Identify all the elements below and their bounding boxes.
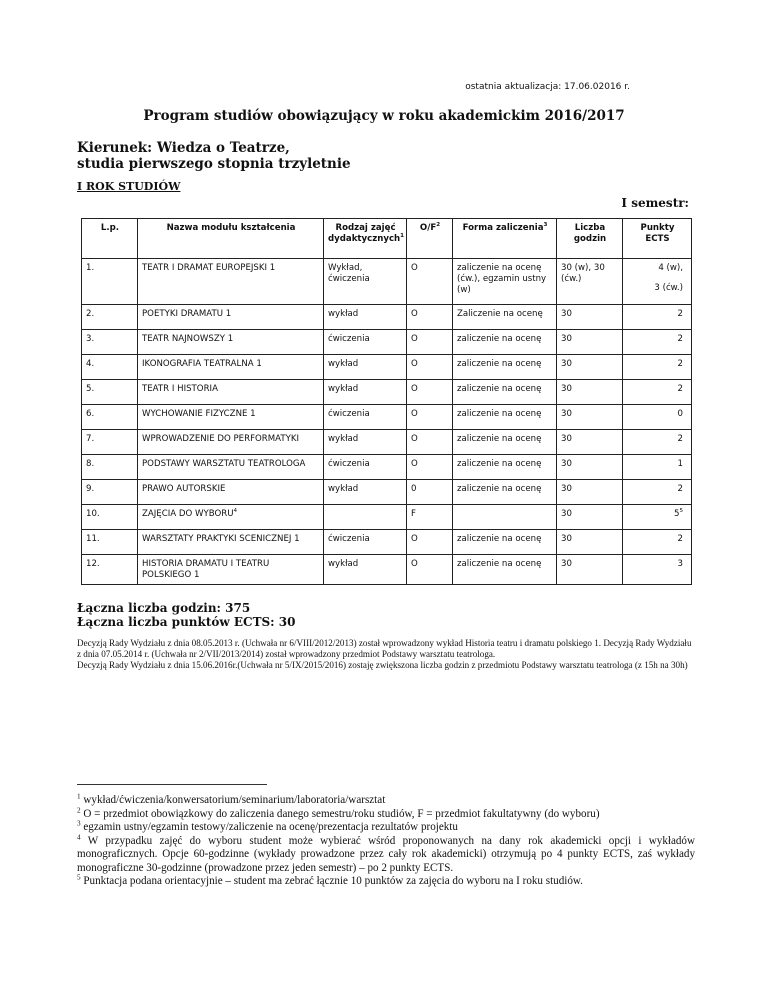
cell-ects: 2 <box>623 530 692 555</box>
cell-hours: 30 <box>557 455 623 480</box>
cell-class-type: wykład <box>324 305 407 330</box>
cell-module-name: PRAWO AUTORSKIE <box>138 480 324 505</box>
cell-lp: 5. <box>82 380 138 405</box>
cell-lp: 8. <box>82 455 138 480</box>
cell-form: zaliczenie na ocenę <box>453 430 557 455</box>
cell-ects: 2 <box>623 330 692 355</box>
cell-hours: 30 <box>557 505 623 530</box>
cell-ects: 2 <box>623 480 692 505</box>
cell-ects: 2 <box>623 430 692 455</box>
cell-module-name: WYCHOWANIE FIZYCZNE 1 <box>138 405 324 430</box>
footnote-2: $^2$ O = przedmiot obowiązkowy do zaliczenia danego semestru/roku studiów, F = przedmiot fakultatywny (do wyboru) <box>77 805 600 820</box>
note-paragraph-1: Decyzją Rady Wydziału z dnia 08.05.2013 r. (Uchwała nr 6/VIII/2012/2013) został wprowadzony wykład Historia teatru i dramatu polskiego 1. Decyzją Rady Wydziału z dnia 07.05.2014 r. (Uchwała nr 2/VII/2013/2014) został wprowadzony przedmiot Podstawy warsztatu teatrologa. <box>77 638 692 660</box>
total-ects: Łączna liczba punktów ECTS: 30 <box>77 615 296 629</box>
cell-lp: 6. <box>82 405 138 430</box>
cell-of: O <box>407 330 453 355</box>
cell-module-name: TEATR I DRAMAT EUROPEJSKI 1 <box>138 259 324 305</box>
cell-module-name: IKONOGRAFIA TEATRALNA 1 <box>138 355 324 380</box>
table-row <box>82 430 692 455</box>
cell-ects: 3 <box>623 555 692 585</box>
semester-heading: I semestr: <box>621 196 689 210</box>
table-row <box>82 380 692 405</box>
footnote-1: $^1$ wykład/ćwiczenia/konwersatorium/seminarium/laboratoria/warsztat <box>77 792 386 806</box>
cell-of: O <box>407 405 453 430</box>
cell-lp: 9. <box>82 480 138 505</box>
cell-class-type: ćwiczenia <box>324 405 407 430</box>
cell-of: O <box>407 355 453 380</box>
cell-class-type: ćwiczenia <box>324 530 407 555</box>
header-hours: Liczba godzin <box>557 219 623 259</box>
cell-of: O <box>407 305 453 330</box>
total-hours: Łączna liczba godzin: 375 <box>77 601 251 615</box>
cell-module-name: POETYKI DRAMATU 1 <box>138 305 324 330</box>
table-row <box>82 555 692 585</box>
header-form: Forma zaliczenia$^3$ <box>453 219 557 259</box>
cell-of: 0 <box>407 480 453 505</box>
cell-ects: 2 <box>623 355 692 380</box>
cell-lp: 10. <box>82 505 138 530</box>
cell-class-type: wykład <box>324 380 407 405</box>
cell-form: zaliczenie na ocenę <box>453 480 557 505</box>
footnote-separator <box>77 784 267 785</box>
table-row <box>82 259 692 305</box>
cell-of: O <box>407 530 453 555</box>
header-lp: L.p. <box>82 219 138 259</box>
totals <box>77 601 295 629</box>
footnotes <box>77 794 695 889</box>
cell-of: O <box>407 455 453 480</box>
table-row <box>82 530 692 555</box>
cell-form: zaliczenie na ocenę <box>453 405 557 430</box>
direction-line-2: studia pierwszego stopnia trzyletnie <box>77 156 351 172</box>
cell-hours: 30 <box>557 480 623 505</box>
year-heading: I ROK STUDIÓW <box>77 180 181 193</box>
cell-form: zaliczenie na ocenę <box>453 530 557 555</box>
cell-lp: 2. <box>82 305 138 330</box>
footnote-5: $^5$ Punktacja podana orientacyjnie – student ma zebrać łącznie 10 punktów za zajęcia do wyboru na I roku studiów. <box>77 873 583 887</box>
cell-of: O <box>407 380 453 405</box>
cell-class-type <box>324 505 407 530</box>
table-row <box>82 505 692 530</box>
page-title: Program studiów obowiązujący w roku akademickim 2016/2017 <box>143 108 625 124</box>
cell-class-type: ćwiczenia <box>324 455 407 480</box>
cell-module-name: WARSZTATY PRAKTYKI SCENICZNEJ 1 <box>138 530 324 555</box>
cell-class-type: Wykład, ćwiczenia <box>324 259 407 305</box>
cell-lp: 11. <box>82 530 138 555</box>
cell-lp: 3. <box>82 330 138 355</box>
header-module-name: Nazwa modułu kształcenia <box>138 219 324 259</box>
direction-line-1: Kierunek: Wiedza o Teatrze, <box>77 140 290 156</box>
cell-module-name: PODSTAWY WARSZTATU TEATROLOGA <box>138 455 324 480</box>
footnote-4: $^4$ W przypadku zajęć do wyboru student może wybierać wśród proponowanych na dany rok akademicki opcji i wykładów monograficznych. Opcje 60-godzinne (wykłady prowadzone przez cały rok akademicki) otrzymują po 4 punkty ECTS, zaś wykłady monograficzne 30-godzinne (prowadzone przez jeden semestr) – po 2 punkty ECTS. <box>77 832 695 874</box>
cell-hours: 30 <box>557 380 623 405</box>
cell-class-type: wykład <box>324 355 407 380</box>
note-paragraph-2: Decyzją Rady Wydziału z dnia 15.06.2016r.(Uchwała nr 5/IX/2015/2016) zostaję zwiększona liczba godzin z przedmiotu Podstawy warsztatu teatrologa (z 15h na 30h) <box>77 660 688 671</box>
cell-module-name: TEATR NAJNOWSZY 1 <box>138 330 324 355</box>
cell-hours: 30 <box>557 405 623 430</box>
cell-lp: 1. <box>82 259 138 305</box>
cell-of: O <box>407 259 453 305</box>
cell-lp: 12. <box>82 555 138 585</box>
cell-ects: 1 <box>623 455 692 480</box>
cell-form: zaliczenie na ocenę <box>453 380 557 405</box>
cell-lp: 4. <box>82 355 138 380</box>
cell-ects: 2 <box>623 380 692 405</box>
header-class-type: Rodzaj zajęć dydaktycznych$^1$ <box>324 219 407 259</box>
table-row <box>82 355 692 380</box>
cell-hours: 30 <box>557 430 623 455</box>
table-header-row <box>82 219 692 259</box>
cell-ects: 4 (w), 3 (ćw.) <box>623 259 692 305</box>
cell-module-name: TEATR I HISTORIA <box>138 380 324 405</box>
update-note: ostatnia aktualizacja: 17.06.02016 r. <box>465 82 630 92</box>
cell-module-name: HISTORIA DRAMATU I TEATRU POLSKIEGO 1 <box>138 555 324 585</box>
cell-hours: 30 <box>557 305 623 330</box>
direction-heading <box>77 140 351 172</box>
cell-of: O <box>407 430 453 455</box>
table-row <box>82 330 692 355</box>
footnote-3: $^3$ egzamin ustny/egzamin testowy/zaliczenie na ocenę/prezentacja rezultatów projektu <box>77 819 458 833</box>
cell-hours: 30 <box>557 530 623 555</box>
table-row <box>82 405 692 430</box>
cell-form <box>453 505 557 530</box>
cell-ects: 2 <box>623 305 692 330</box>
cell-form: zaliczenie na ocenę <box>453 355 557 380</box>
cell-ects: 0 <box>623 405 692 430</box>
cell-of: O <box>407 555 453 585</box>
cell-form: Zaliczenie na ocenę <box>453 305 557 330</box>
council-notes <box>77 638 697 672</box>
cell-class-type: wykład <box>324 480 407 505</box>
cell-form: zaliczenie na ocenę <box>453 455 557 480</box>
cell-class-type: ćwiczenia <box>324 330 407 355</box>
cell-module-name: WPROWADZENIE DO PERFORMATYKI <box>138 430 324 455</box>
cell-hours: 30 <box>557 330 623 355</box>
cell-form: zaliczenie na ocenę <box>453 330 557 355</box>
cell-class-type: wykład <box>324 430 407 455</box>
cell-hours: 30 (w), 30 (ćw.) <box>557 259 623 305</box>
cell-of: F <box>407 505 453 530</box>
cell-form: zaliczenie na ocenę (ćw.), egzamin ustny (w) <box>453 259 557 305</box>
cell-module-name: ZAJĘCIA DO WYBORU$^4$ <box>138 505 324 530</box>
header-ects: Punkty ECTS <box>623 219 692 259</box>
program-table <box>81 218 692 585</box>
cell-class-type: wykład <box>324 555 407 585</box>
table-row <box>82 455 692 480</box>
cell-ects: $5^5$ <box>623 505 692 530</box>
table-row <box>82 480 692 505</box>
cell-lp: 7. <box>82 430 138 455</box>
cell-form: zaliczenie na ocenę <box>453 555 557 585</box>
table-row <box>82 305 692 330</box>
cell-hours: 30 <box>557 355 623 380</box>
cell-hours: 30 <box>557 555 623 585</box>
header-of: $O/F^2$ <box>407 219 453 259</box>
